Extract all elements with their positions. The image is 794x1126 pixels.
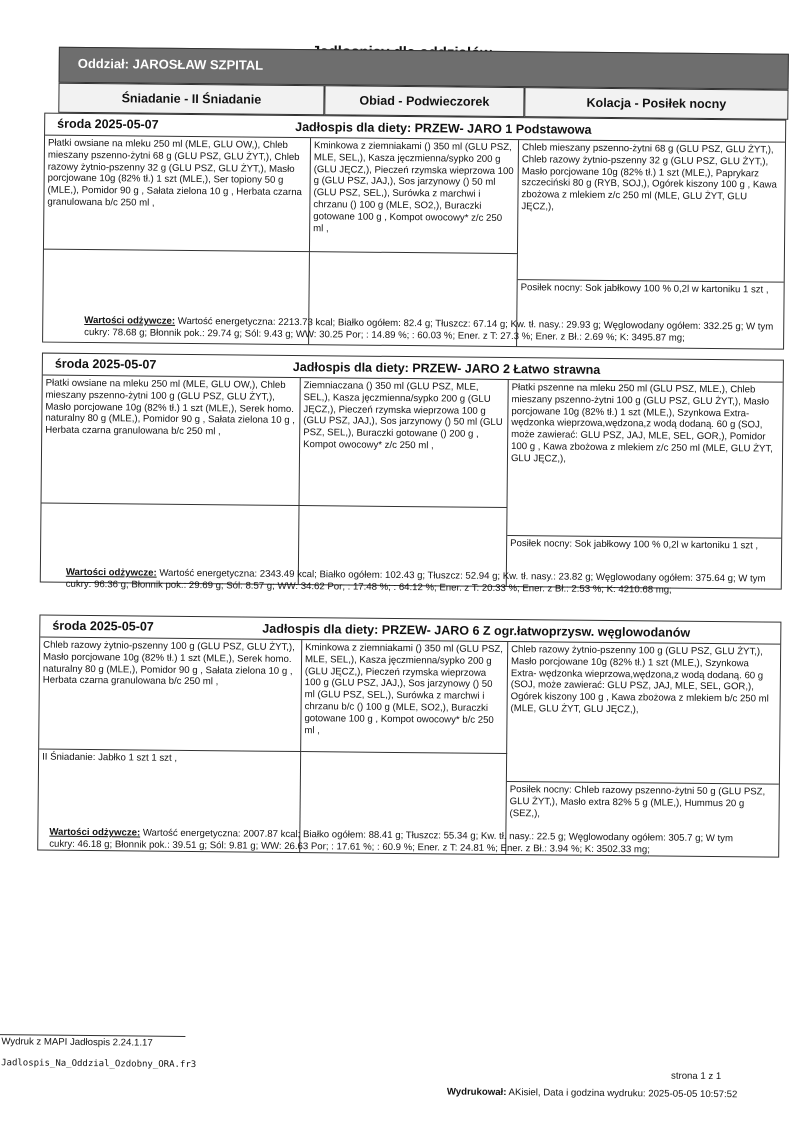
nutrition-label: Wartości odżywcze: bbox=[49, 826, 141, 839]
breakfast-cell: Płatki owsiane na mleku 250 ml (MLE, GLU OW,), Chleb mieszany pszenno-żytni 100 g (GLU PSZ, GLU ŻYT,), Masło porcjowane 10g (82% tł.) 1 szt (MLE,), Serek homo. naturalny 80 g (MLE,), Pomidor 90 g , Sałata zielona 10 g , Herbata czarna granulowana b/c 250 ml , bbox=[42, 376, 301, 506]
printed-by-label: Wydrukował: bbox=[446, 1086, 507, 1099]
diet-name: Jadłospis dla diety: PRZEW- JARO 6 Z ogr.łatwoprzysw. węglowodanów bbox=[262, 621, 691, 640]
column-header-lunch: Obiad - Podwieczorek bbox=[324, 85, 524, 117]
nutrition-text: Wartość energetyczna: 2343.49 kcal; Białko ogółem: 102.43 g; Tłuszcz: 52.94 g; Kw. tł. nasy.: 23.82 g; Węglowodany ogółem: 375.64 g; W tym cukry: 96.36 g; Błonnik pok.: 29.69 g; Sól: 8.57 g; WW: 34.62 Por; : 17.48 %; : 64.12 %; Ener. z T: 20.33 %; Ener. z Bł.: 2.53 %; K: 4210.68 mg; bbox=[65, 567, 766, 596]
supper-cell: Chleb razowy żytnio-pszenny 100 g (GLU PSZ, GLU ŻYT,), Masło porcjowane 10g (82% tł.) 1 szt (MLE,), Szynkowa Extra- wędzonka wieprzowa,wędzona,z wodą dodaną. 60 g (SOJ, może zawierać: GLU PSZ, JAJ, MLE, SEL, GOR,), Ogórek kiszony 100 g , Kawa zbożowa z mlekiem b/c 250 ml (MLE, GLU ŻYT, GLU JĘCZ,), bbox=[507, 642, 780, 785]
menu-block-diet-1 bbox=[42, 113, 786, 350]
printout-info: Wydruk z MAPI Jadłospis 2.24.1.17 bbox=[1, 1036, 153, 1049]
printed-by-value: AKisiel, Data i godzina wydruku: 2025-05-05 10:57:52 bbox=[508, 1087, 738, 1101]
menu-date: środa 2025-05-07 bbox=[54, 356, 157, 372]
lunch-cell: Ziemniaczana () 350 ml (GLU PSZ, MLE, SEL,), Kasza jęczmienna/sypko 200 g (GLU JĘCZ,), Pieczeń rzymska wieprzowa 100 g (GLU PSZ, JAJ,), Sos jarzynowy () 50 ml (GLU PSZ, SEL,), Buraczki gotowane () 200 g , Kompot owocowy* z/c 250 ml , bbox=[300, 378, 509, 508]
department-bar: Oddział: JAROSŁAW SZPITAL bbox=[59, 47, 789, 90]
menu-block-diet-6 bbox=[37, 615, 781, 858]
menu-date: środa 2025-05-07 bbox=[57, 116, 159, 132]
column-header-supper: Kolacja - Posiłek nocny bbox=[524, 87, 788, 120]
diet-name: Jadłospis dla diety: PRZEW- JARO 1 Podstawowa bbox=[295, 119, 592, 137]
column-header-breakfast: Śniadanie - II Śniadanie bbox=[58, 83, 324, 116]
night-meal-cell: Posiłek nocny: Sok jabłkowy 100 % 0,2l w kartoniku 1 szt , bbox=[520, 282, 769, 296]
lunch-cell: Kminkowa z ziemniakami () 350 ml (GLU PSZ, MLE, SEL,), Kasza jęczmienna/sypko 200 g (GLU JĘCZ,), Pieczeń rzymska wieprzowa 100 g (GLU PSZ, JAJ,), Sos jarzynowy () 50 ml (GLU PSZ, SEL,), Surówka z marchwi i chrzanu b/c () 100 g (MLE, SO2,), Buraczki gotowane 100 g , Kompot owocowy* b/c 250 ml , bbox=[301, 640, 508, 754]
report-file-name: Jadlospis_Na_Oddzial_Ozdobny_ORA.fr3 bbox=[1, 1058, 197, 1071]
nutrition-label: Wartości odżywcze: bbox=[65, 566, 157, 579]
menu-date: środa 2025-05-07 bbox=[52, 618, 154, 634]
supper-cell: Chleb mieszany pszenno-żytni 68 g (GLU PSZ, GLU ŻYT,), Chleb razowy żytnio-pszenny 32 g (GLU PSZ, GLU ŻYT,), Masło porcjowane 10g (82% tł.) 1 szt (MLE,), Paprykarz szczeciński 80 g (RYB, SOJ,), Ogórek kiszony 100 g , Kawa zbożowa z mlekiem z/c 250 ml (MLE, GLU ŻYT, GLU JĘCZ,), bbox=[518, 140, 785, 283]
printed-by bbox=[447, 1086, 738, 1100]
night-meal-cell: Posiłek nocny: Chleb razowy pszenno-żytni 50 g (GLU PSZ, GLU ŻYT,), Masło extra 82% 5 g (MLE,), Hummus 20 g (SEZ,), bbox=[509, 784, 766, 819]
diet-name: Jadłospis dla diety: PRZEW- JARO 2 Łatwo strawna bbox=[292, 359, 601, 377]
supper-cell: Płatki pszenne na mleku 250 ml (GLU PSZ, MLE,), Chleb mieszany pszenno-żytni 100 g (GLU PSZ, GLU ŻYT,), Masło porcjowane 10g (82% tł.) 1 szt (MLE,), Szynkowa Extra- wędzonka wieprzowa,wędzona,z wodą dodaną. 60 g (SOJ, może zawierać: GLU PSZ, JAJ, MLE, SEL, GOR,), Pomidor 100 g , Kawa zbożowa z mlekiem z/c 250 ml (MLE, GLU ŻYT, GLU JĘCZ,), bbox=[507, 380, 782, 539]
menu-block-diet-2 bbox=[40, 353, 784, 590]
lunch-cell: Kminkowa z ziemniakami () 350 ml (GLU PSZ, MLE, SEL,), Kasza jęczmienna/sypko 200 g (GLU JĘCZ,), Pieczeń rzymska wieprzowa 100 g (GLU PSZ, JAJ,), Sos jarzynowy () 50 ml (GLU PSZ, SEL,), Surówka z marchwi i chrzanu () 100 g (MLE, SO2,), Buraczki gotowane 100 g , Kompot owocowy* z/c 250 ml , bbox=[310, 138, 519, 254]
second-breakfast-cell: II Śniadanie: Jabłko 1 szt 1 szt , bbox=[38, 750, 301, 853]
page-number: strona 1 z 1 bbox=[671, 1070, 722, 1083]
nutrition-text: Wartość energetyczna: 2007.87 kcal; Białko ogółem: 88.41 g; Tłuszcz: 55.34 g; Kw. tł. nasy.: 22.5 g; Węglowodany ogółem: 305.7 g; W tym cukry: 46.18 g; Błonnik pok.: 39.51 g; Sól: 9.81 g; WW: 26.63 Por; : 17.61 %; : 60.9 %; Ener. z T: 24.81 %; Ener. z Bł.: 3.94 %; K: 3502.33 mg; bbox=[49, 827, 734, 856]
breakfast-cell: Płatki owsiane na mleku 250 ml (MLE, GLU OW,), Chleb mieszany pszenno-żytni 68 g (GLU PSZ, GLU ŻYT,), Chleb razowy żytnio-pszenny 32 g (GLU PSZ, GLU ŻYT,), Masło porcjowane 10g (82% tł.) 1 szt (MLE,), Ser topiony 50 g (MLE,), Pomidor 90 g , Sałata zielona 10 g , Herbata czarna granulowana b/c 250 ml , bbox=[44, 136, 311, 253]
nutrition-text: Wartość energetyczna: 2213.73 kcal; Białko ogółem: 82.4 g; Tłuszcz: 67.14 g; Kw. tł. nasy.: 29.93 g; Węglowodany ogółem: 332.25 g; W tym cukry: 78.68 g; Błonnik pok.: 29.74 g; Sól: 9.43 g; WW: 30.25 Por; : 14.89 %; : 60.03 %; Ener. z T: 27.3 %; Ener. z Bł.: 2.69 %; K: 3495.87 mg; bbox=[84, 315, 774, 344]
night-meal-cell: Posiłek nocny: Sok jabłkowy 100 % 0,2l w kartoniku 1 szt , bbox=[510, 538, 759, 552]
nutrition-label: Wartości odżywcze: bbox=[84, 314, 176, 327]
breakfast-cell: Chleb razowy żytnio-pszenny 100 g (GLU PSZ, GLU ŻYT,), Masło porcjowane 10g (82% tł.) 1 szt (MLE,), Serek homo. naturalny 80 g (MLE,), Pomidor 90 g , Sałata zielona 10 g , Herbata czarna granulowana b/c 250 ml , bbox=[39, 638, 302, 753]
